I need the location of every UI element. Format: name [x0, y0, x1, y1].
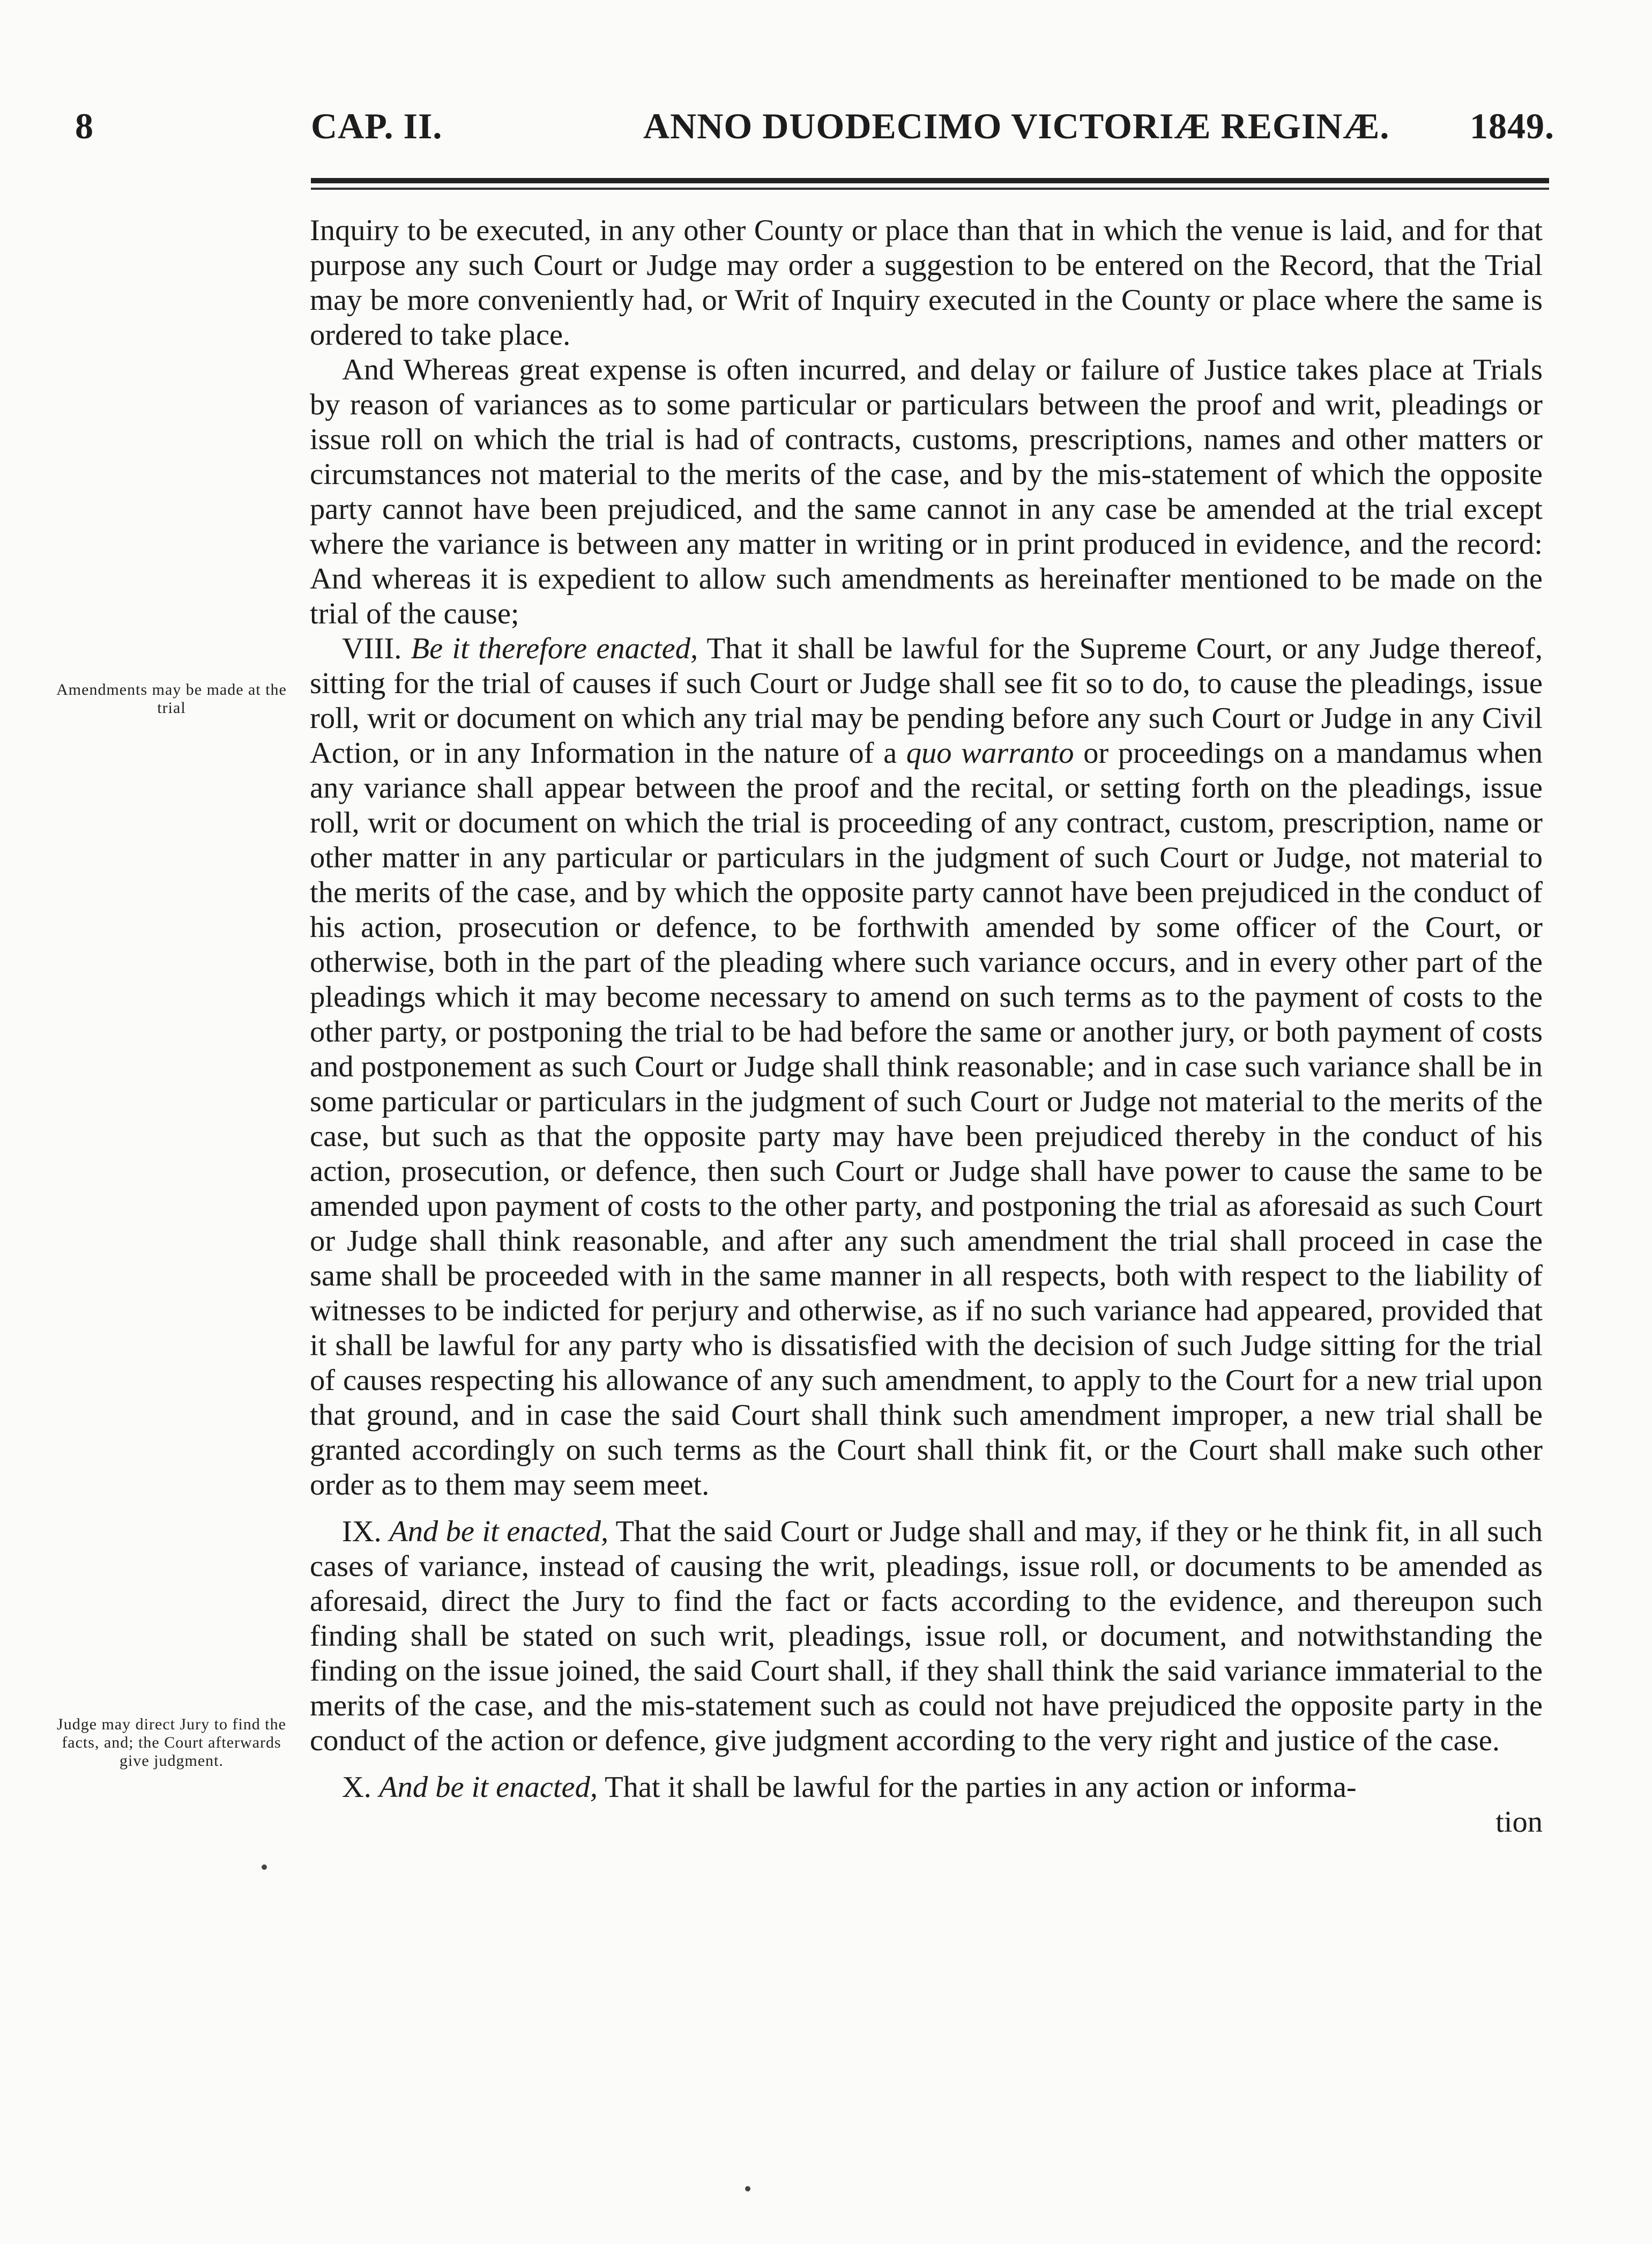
body-text [310, 213, 1543, 1840]
section-9-text: That the said Court or Judge shall and may, if they or he think fit, in all such cases of variance, instead of causing the writ, pleadings, issue roll, or documents to be amended as aforesaid, direct the Jury to find the fact or facts according to the evidence, and thereupon such finding shall be stated on such writ, pleadings, issue roll, or document, and notwithstanding the finding on the issue joined, the said Court shall, if they shall think the said variance immaterial to the merits of the case, and the mis-statement such as could not have prejudiced the opposite party in the conduct of the action or defence, give judgment according to the very right and justice of the case. [310, 1515, 1543, 1757]
header-rule-thick [311, 178, 1549, 183]
paragraph-continuation: Inquiry to be executed, in any other County or place than that in which the venue is laid, and for that purpose any such Court or Judge may order a suggestion to be entered on the Record, that the Trial may be more conveniently had, or Writ of Inquiry executed in the County or place where the same is ordered to take place. [310, 214, 1543, 352]
margin-note-amendments: Amendments may be made at the trial [56, 681, 287, 717]
margin-note-jury: Judge may direct Jury to find the facts, and; the Court afterwards give judgment. [57, 1715, 286, 1770]
header-year: 1849. [1470, 106, 1554, 146]
header-rule-thin [311, 188, 1549, 190]
section-10 [310, 1770, 1543, 1805]
chapter-label: CAP. II. [311, 106, 443, 146]
paragraph-preamble: And Whereas great expense is often incurred, and delay or failure of Justice takes place at Trials by reason of variances as to some particular or particulars between the proof and writ, pleadings or issue roll on which the trial is had of contracts, customs, prescriptions, names and other matters or circumstances not material to the merits of the case, and by the mis-statement of which the opposite party cannot have been prejudiced, and the same cannot in any case be amended at the trial except where the variance is between any matter in writing or in print produced in evidence, and the record: And whereas it is expedient to allow such amendments as hereinafter mentioned to be made on the trial of the cause; [310, 353, 1543, 630]
section-8 [310, 631, 1543, 1503]
running-title: ANNO DUODECIMO VICTORIÆ REGINÆ. [643, 106, 1390, 146]
section-9-lead: And be it enacted, [389, 1515, 609, 1548]
section-8-lead: Be it therefore enacted, [411, 632, 698, 665]
section-8-text-b: or proceedings on a mandamus when any variance shall appear between the proof and the recital, or setting forth on the pleadings, issue roll, writ or document on which the trial is proceeding of any contract, custom, prescription, name or other matter in any particular or particulars in the judgment of such Court or Judge, not material to the merits of the case, and by which the opposite party cannot have been prejudiced in the conduct of his action, prosecution or defence, to be forthwith amended by some officer of the Court, or otherwise, both in the part of the pleading where such variance occurs, and in every other part of the pleadings which it may become necessary to amend on such terms as to the payment of costs to the other party, or postponing the trial to be had before the same or another jury, or both payment of costs and postponement as such Court or Judge shall think reasonable; and in case such variance shall be in some particular or particulars in the judgment of such Court or Judge not material to the merits of the case, but such as that the opposite party may have been prejudiced thereby in the conduct of his action, prosecution, or defence, then such Court or Judge shall have power to cause the same to be amended upon payment of costs to the other party, and postponing the trial as aforesaid as such Court or Judge shall think reasonable, and after any such amendment the trial shall proceed in case the same shall be proceeded with in the same manner in all respects, both with respect to the liability of witnesses to be indicted for perjury and otherwise, as if no such variance had appeared, provided that it shall be lawful for any party who is dissatisfied with the decision of such Judge sitting for the trial of causes respecting his allowance of any such amendment, to apply to the Court for a new trial upon that ground, and in case the said Court shall think such amendment improper, a new trial shall be granted accordingly on such terms as the Court shall think fit, or the Court shall make such other order as to them may seem meet. [310, 737, 1543, 1502]
section-9 [310, 1514, 1543, 1758]
ink-speck [745, 2186, 750, 2191]
catchword: tion [1495, 1805, 1543, 1839]
ink-speck [262, 1864, 267, 1870]
running-header [75, 105, 1554, 164]
page-number: 8 [75, 106, 94, 146]
section-8-number: VIII. [342, 632, 402, 665]
section-10-lead: And be it enacted, [379, 1771, 598, 1804]
section-10-number: X. [342, 1771, 371, 1804]
section-10-text: That it shall be lawful for the parties in any action or informa- [605, 1771, 1357, 1804]
section-8-text-a: That it shall be lawful for the Supreme Court, or any Judge thereof, sitting for the trial of causes if such Court or Judge shall see fit so to do, to cause the pleadings, issue roll, writ or document on which any trial may be pending before any such Court or Judge in any Civil Action, or in any Information in the nature of a [310, 632, 1543, 770]
section-9-number: IX. [342, 1515, 382, 1548]
section-8-italic: quo warranto [906, 737, 1074, 770]
